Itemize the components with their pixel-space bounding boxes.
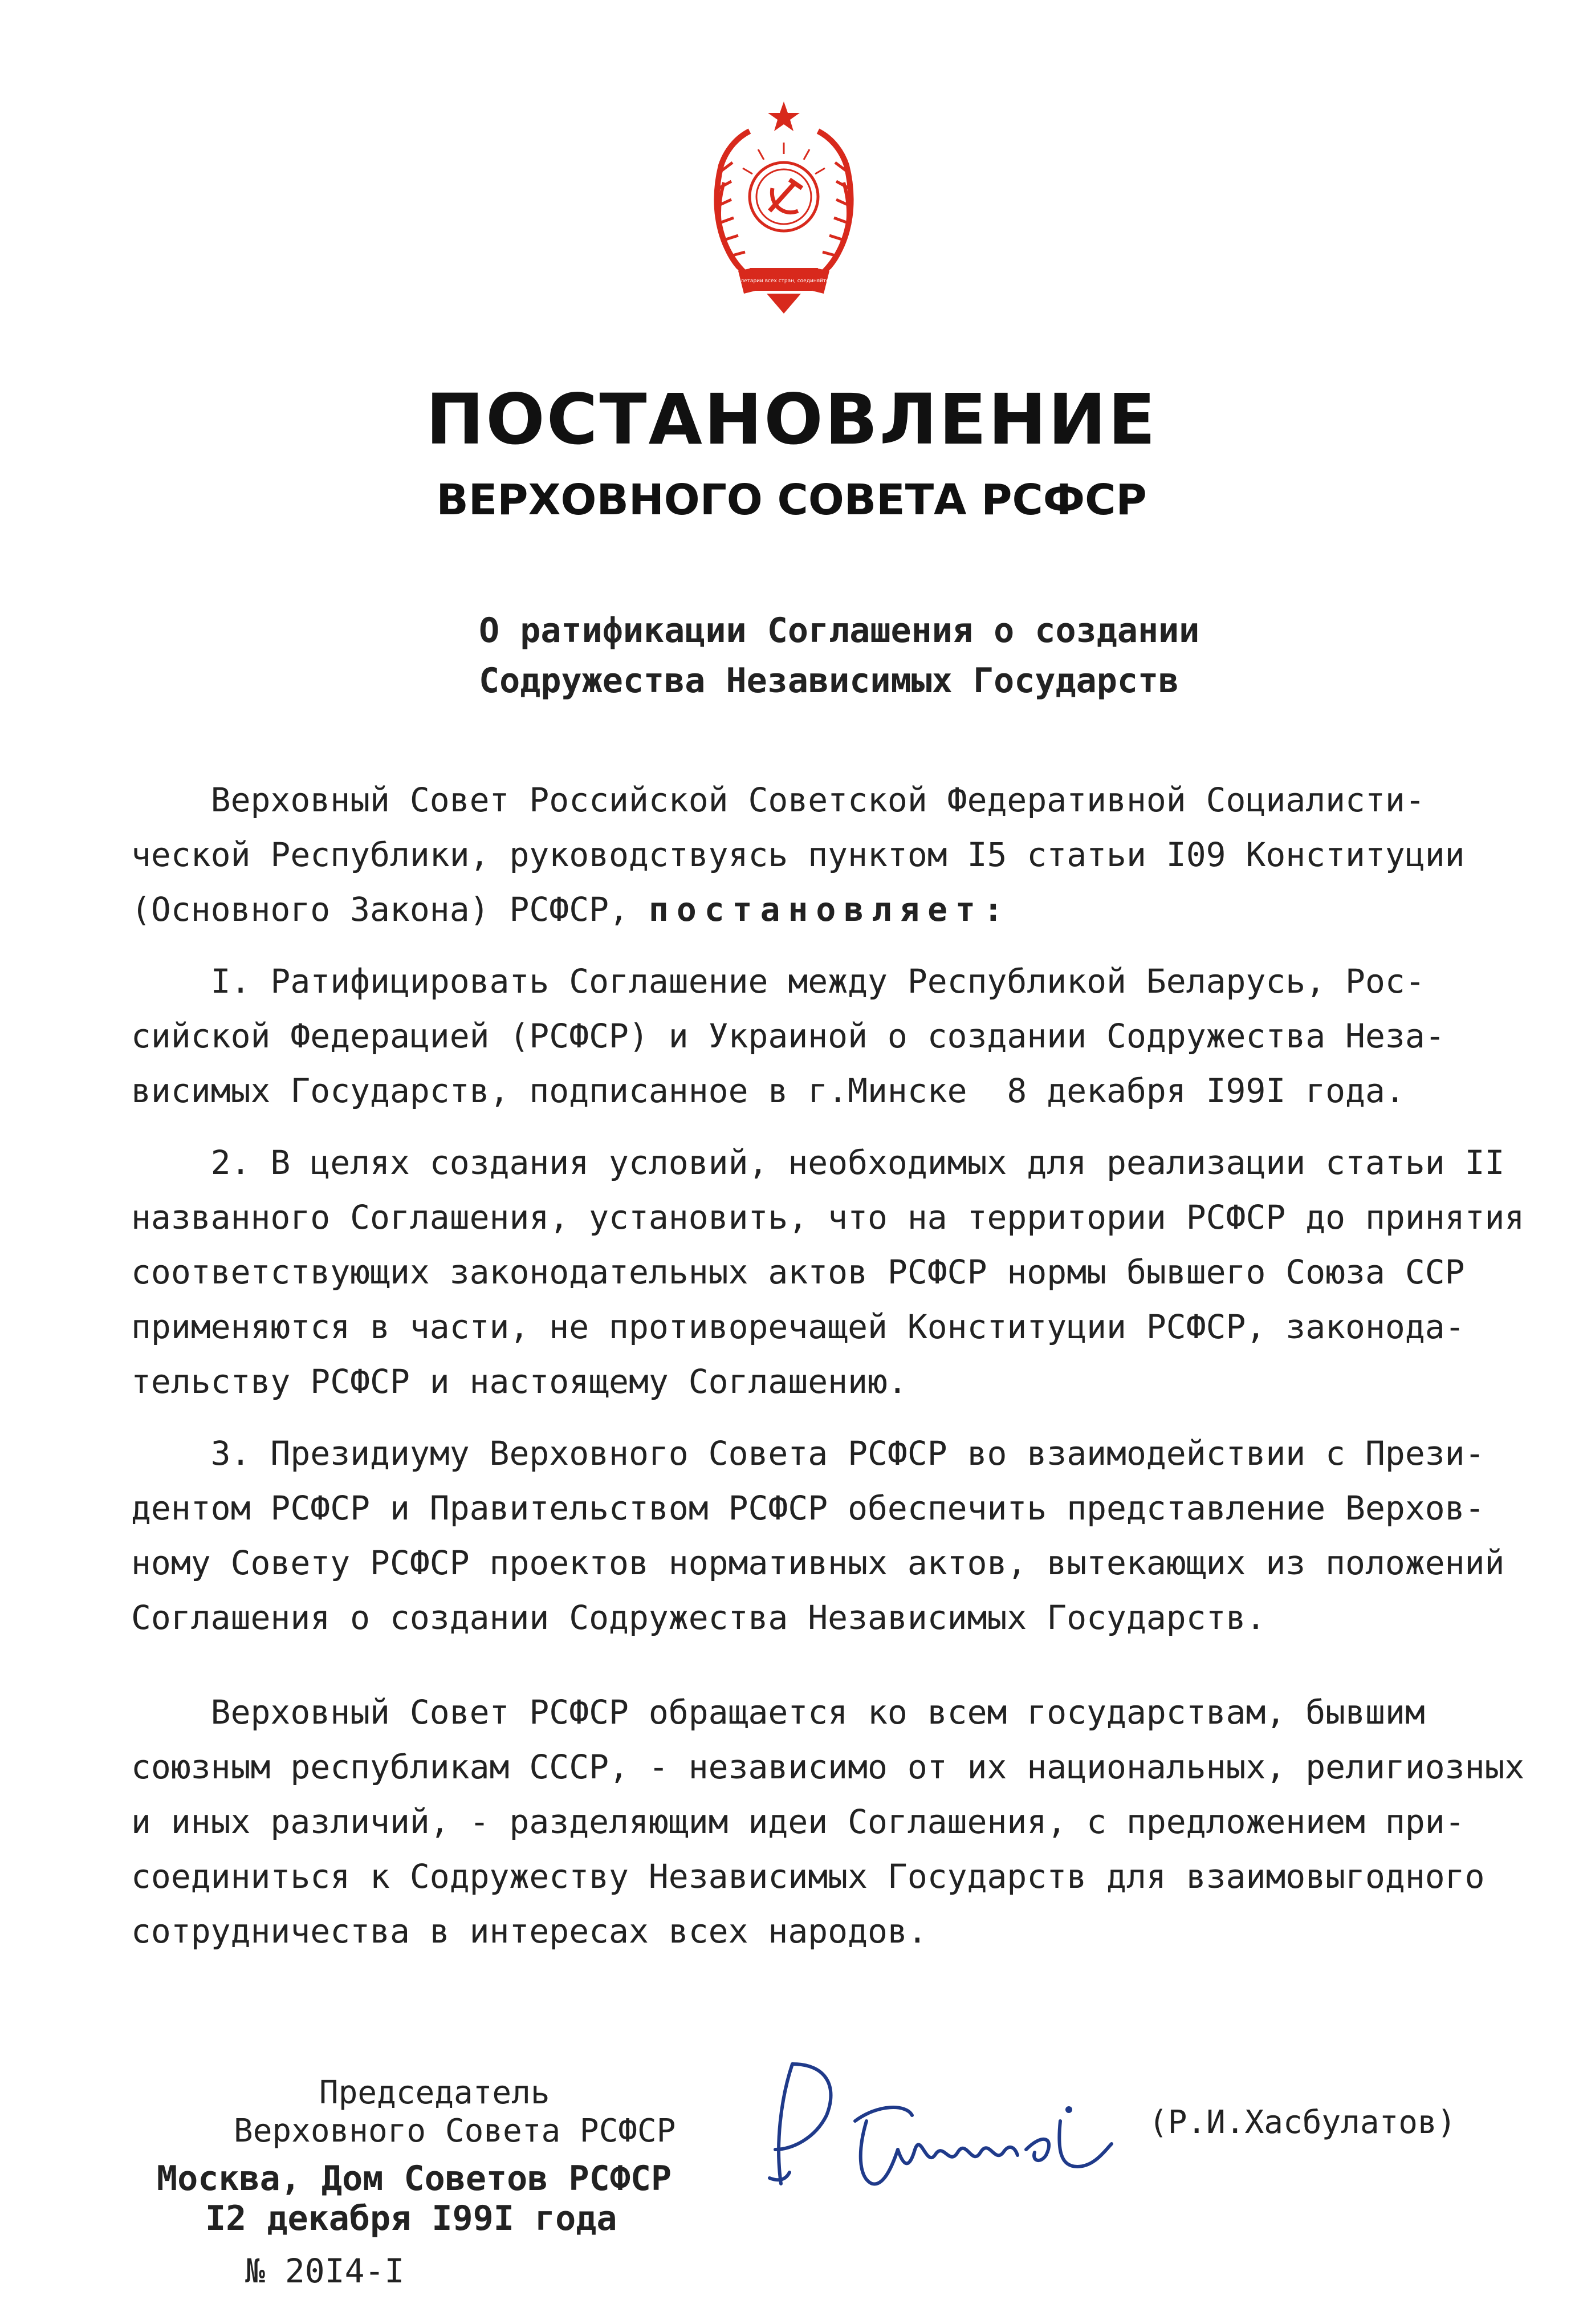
- text-line: дентом РСФСР и Правительством РСФСР обеспечить представление Верхов-: [131, 1489, 1485, 1527]
- text-line: I. Ратифицировать Соглашение между Республикой Беларусь, Рос-: [131, 962, 1425, 1001]
- chairman-title: Председатель: [319, 2074, 550, 2111]
- chairman-body: Верховного Совета РСФСР: [234, 2112, 676, 2150]
- star-icon: [768, 101, 800, 131]
- text-line: соединиться к Содружеству Независимых Государств для взаимовыгодного: [131, 1857, 1485, 1896]
- text-line: союзным республикам СССР, - независимо от их национальных, религиозных: [131, 1748, 1525, 1786]
- text-line: ческой Республики, руководствуясь пунктом I5 статьи I09 Конституции: [131, 835, 1465, 874]
- point-3: [131, 1426, 1551, 1645]
- point-2: [131, 1135, 1551, 1409]
- preamble-line-start: (Основного Закона) РСФСР,: [131, 890, 649, 929]
- svg-text:Пролетарии всех стран, соединя: Пролетарии всех стран, соединяйтесь!: [730, 278, 837, 284]
- text-line: и иных различий, - разделяющим идеи Соглашения, с предложением при-: [131, 1802, 1465, 1841]
- preamble-paragraph: [131, 773, 1551, 937]
- signing-place: Москва, Дом Советов РСФСР: [157, 2159, 672, 2199]
- text-line: Верховный Совет РСФСР обращается ко всем государствам, бывшим: [131, 1693, 1425, 1732]
- heading-line: Содружества Независимых Государств: [479, 661, 1179, 701]
- appeal-paragraph: [131, 1685, 1551, 1959]
- text-line: сотрудничества в интересах всех народов.: [131, 1912, 927, 1951]
- text-line: висимых Государств, подписанное в г.Минске 8 декабря I99I года.: [131, 1071, 1405, 1110]
- text-line: соответствующих законодательных актов РСФСР нормы бывшего Союза ССР: [131, 1253, 1465, 1291]
- resolution-body: [131, 773, 1551, 1976]
- document-number: № 20I4-I: [245, 2252, 405, 2290]
- heading-line: О ратификации Соглашения о создании: [479, 611, 1200, 651]
- text-line: применяются в части, не противоречащей Конституции РСФСР, законода-: [131, 1307, 1465, 1346]
- text-line: ному Совету РСФСР проектов нормативных актов, вытекающих из положений: [131, 1543, 1505, 1582]
- text-line: сийской Федерацией (РСФСР) и Украиной о создании Содружества Неза-: [131, 1017, 1445, 1055]
- rsfsr-coat-of-arms-icon: [698, 97, 869, 319]
- text-line: тельству РСФСР и настоящему Соглашению.: [131, 1362, 908, 1401]
- text-line: 3. Президиуму Верховного Совета РСФСР во взаимодействии с Прези-: [131, 1434, 1485, 1473]
- document-subtitle: ВЕРХОВНОГО СОВЕТА РСФСР: [436, 476, 1147, 525]
- document-title: ПОСТАНОВЛЕНИЕ: [425, 379, 1157, 460]
- signatory-name: (Р.И.Хасбулатов): [1149, 2104, 1456, 2141]
- text-line: 2. В целях создания условий, необходимых для реализации статьи II: [131, 1143, 1505, 1182]
- resolution-heading: [479, 606, 1334, 706]
- point-1: [131, 954, 1551, 1118]
- handwritten-signature-icon: [758, 2053, 1157, 2201]
- text-line: Соглашения о создании Содружества Независимых Государств.: [131, 1598, 1266, 1637]
- text-line: [131, 882, 1551, 937]
- text-line: названного Соглашения, установить, что на территории РСФСР до принятия: [131, 1198, 1525, 1237]
- resolves-word: постановляет:: [648, 890, 1011, 929]
- text-line: Верховный Совет Российской Советской Федеративной Социалисти-: [131, 781, 1425, 819]
- signing-date: I2 декабря I99I года: [205, 2199, 617, 2238]
